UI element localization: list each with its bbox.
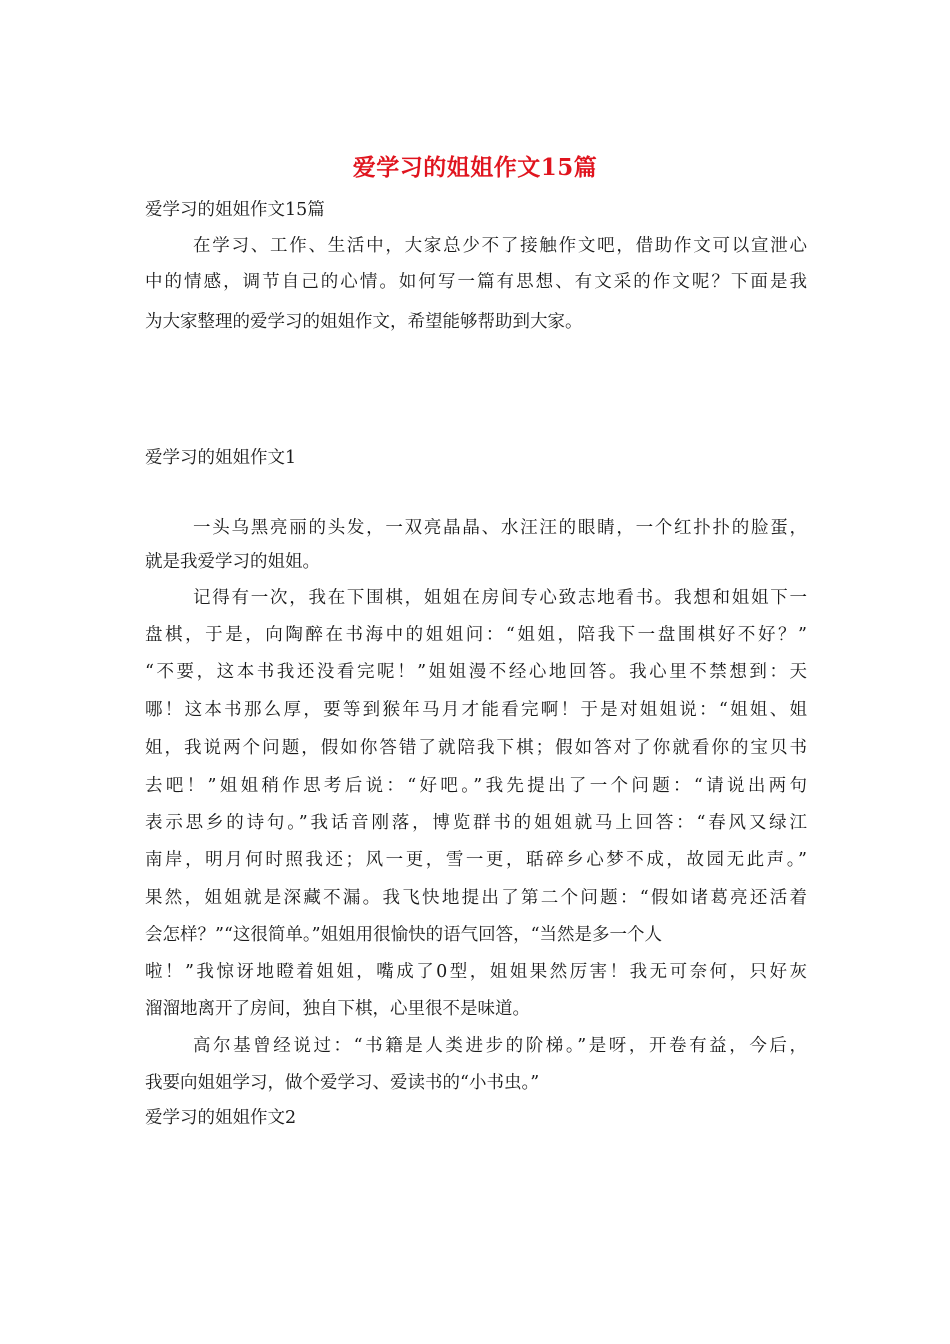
essay1-p3-line: 高尔基曾经说过：“书籍是人类进步的阶梯。”是呀，开卷有益，今后， bbox=[193, 1036, 807, 1056]
essay1-p2-line: 会怎样？”“这很简单。”姐姐用很愉快的语气回答，“当然是多一个人 bbox=[145, 925, 663, 945]
essay1-p2-line: 南岸，明月何时照我还；风一更，雪一更，聒碎乡心梦不成，故园无此声。” bbox=[145, 850, 807, 870]
essay1-p2-line: 去吧！”姐姐稍作思考后说：“好吧。”我先提出了一个问题：“请说出两句 bbox=[145, 776, 807, 796]
essay1-p2-line: 啦！”我惊讶地瞪着姐姐，嘴成了0型，姐姐果然厉害！我无可奈何，只好灰 bbox=[145, 962, 807, 982]
essay1-p2-line: 果然，姐姐就是深藏不漏。我飞快地提出了第二个问题：“假如诸葛亮还活着 bbox=[145, 888, 807, 908]
subtitle: 爱学习的姐姐作文15篇 bbox=[145, 200, 325, 220]
essay1-p1-line: 就是我爱学习的姐姐。 bbox=[145, 552, 320, 572]
essay2-heading: 爱学习的姐姐作文2 bbox=[145, 1108, 297, 1128]
essay1-p2-line: 表示思乡的诗句。”我话音刚落，博览群书的姐姐就马上回答：“春风又绿江 bbox=[145, 813, 807, 833]
intro-line: 中的情感，调节自己的心情。如何写一篇有思想、有文采的作文呢？下面是我 bbox=[145, 272, 807, 292]
essay1-heading: 爱学习的姐姐作文1 bbox=[145, 448, 297, 468]
essay1-p2-line: “不要，这本书我还没看完呢！”姐姐漫不经心地回答。我心里不禁想到：天 bbox=[145, 662, 807, 682]
essay1-p3-line: 我要向姐姐学习，做个爱学习、爱读书的“小书虫。” bbox=[145, 1073, 540, 1093]
essay1-p2-line: 姐，我说两个问题，假如你答错了就陪我下棋；假如答对了你就看你的宝贝书 bbox=[145, 738, 807, 758]
intro-line: 为大家整理的爱学习的姐姐作文，希望能够帮助到大家。 bbox=[145, 312, 583, 332]
essay1-p1-line: 一头乌黑亮丽的头发，一双亮晶晶、水汪汪的眼睛，一个红扑扑的脸蛋， bbox=[193, 518, 807, 538]
essay1-p2-line: 哪！这本书那么厚，要等到猴年马月才能看完啊！于是对姐姐说：“姐姐、姐 bbox=[145, 700, 807, 720]
intro-line: 在学习、工作、生活中，大家总少不了接触作文吧，借助作文可以宣泄心 bbox=[193, 236, 807, 256]
essay1-p2-line: 溜溜地离开了房间，独自下棋，心里很不是味道。 bbox=[145, 999, 530, 1019]
essay1-p2-line: 记得有一次，我在下围棋，姐姐在房间专心致志地看书。我想和姐姐下一 bbox=[193, 588, 807, 608]
essay1-p2-line: 盘棋，于是，向陶醉在书海中的姐姐问：“姐姐，陪我下一盘围棋好不好？” bbox=[145, 625, 807, 645]
document-title: 爱学习的姐姐作文15篇 bbox=[352, 154, 598, 181]
